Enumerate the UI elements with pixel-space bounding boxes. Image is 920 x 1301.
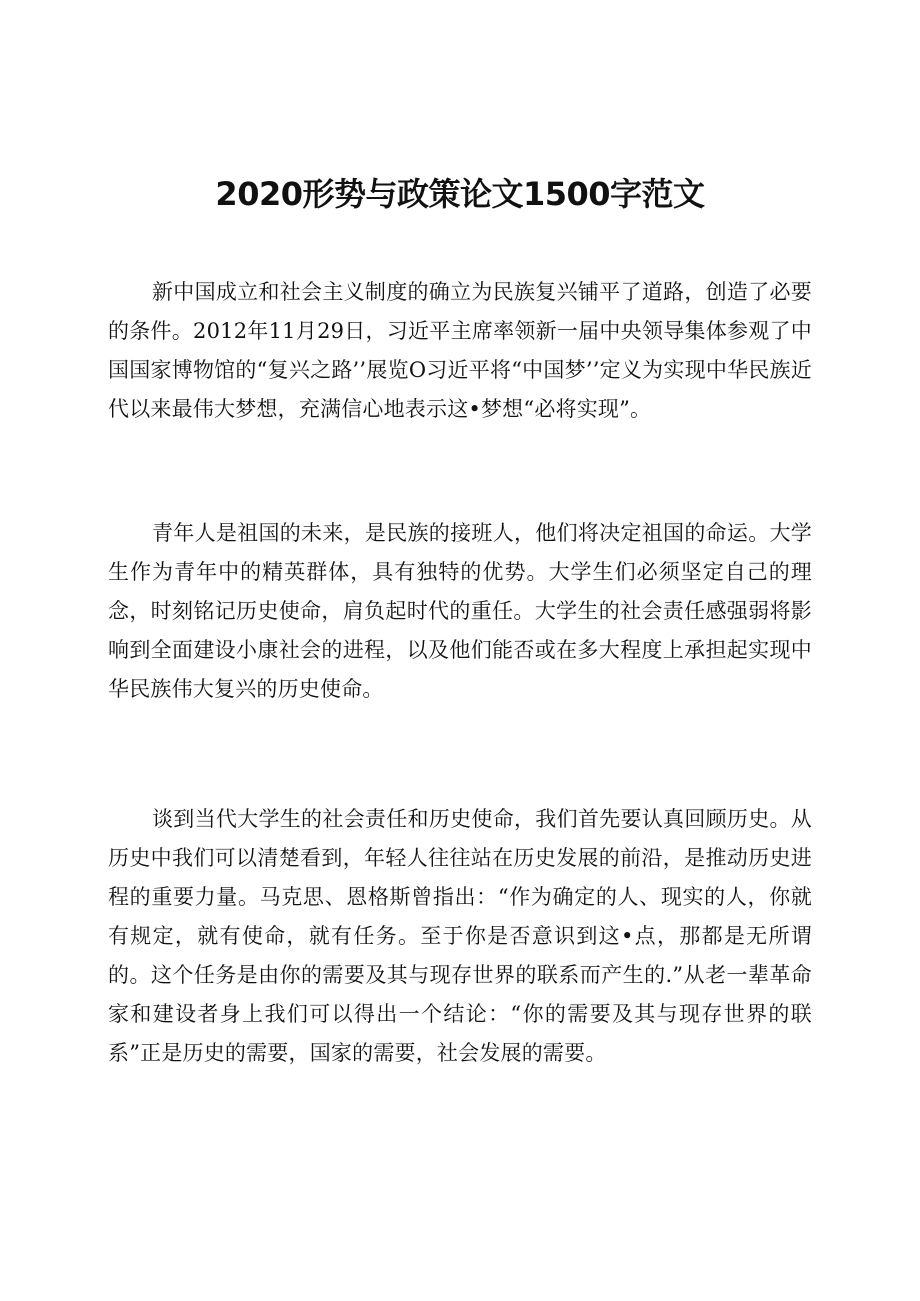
paragraph-1: 新中国成立和社会主义制度的确立为民族复兴铺平了道路，创造了必要的条件。2012年11月29日，习近平主席率领新一届中央领导集体参观了中国国家博物馆的“复兴之路’’展览O习近平将“中国梦’’定义为实现中华民族近代以来最伟大梦想，充满信心地表示这•梦想“必将实现”。 xyxy=(108,280,812,421)
paragraph-2: 青年人是祖国的未来，是民族的接班人，他们将决定祖国的命运。大学生作为青年中的精英群体，具有独特的优势。大学生们必须坚定自己的理念，时刻铭记历史使命，肩负起时代的重任。大学生的社会责任感强弱将影响到全面建设小康社会的进程，以及他们能否或在多大程度上承担起实现中华民族伟大复兴的历史使命。 xyxy=(108,521,812,701)
paragraph-3: 谈到当代大学生的社会责任和历史使命，我们首先要认真回顾历史。从历史中我们可以清楚看到，年轻人往往站在历史发展的前沿，是推动历史进程的重要力量。马克思、恩格斯曾指出：“作为确定的人、现实的人，你就有规定，就有使命，就有任务。至于你是否意识到这•点，那都是无所谓的。这个任务是由你的需要及其与现存世界的联系而产生的.”从老一辈革命家和建设者身上我们可以得出一个结论：“你的需要及其与现存世界的联系”正是历史的需要，国家的需要，社会发展的需要。 xyxy=(108,807,812,1065)
document-title: 2020形势与政策论文1500字范文 xyxy=(215,175,705,213)
